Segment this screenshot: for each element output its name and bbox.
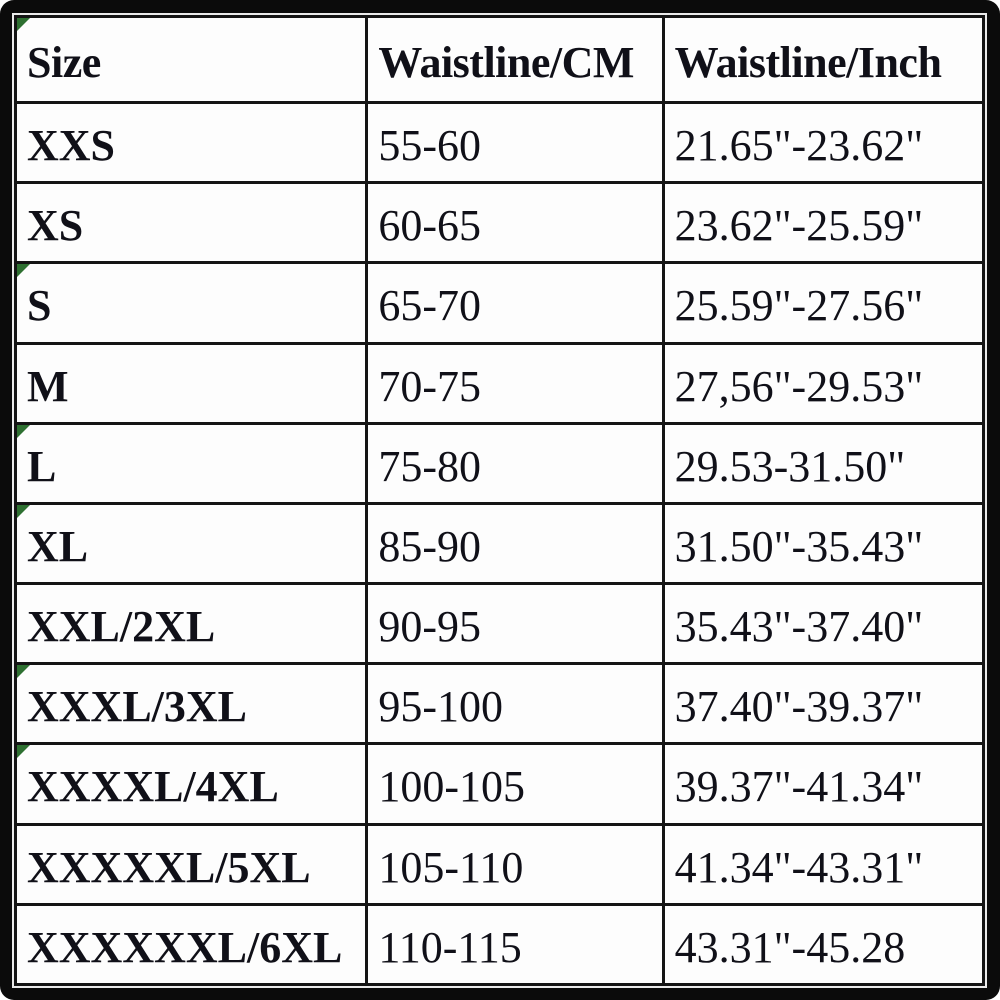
size-cell [16, 503, 367, 583]
waistline-inch-cell-text: 25.59"-27.56" [674, 281, 924, 331]
waistline-cm-cell [367, 584, 663, 664]
waistline-cm-cell [367, 503, 663, 583]
waistline-inch-cell [663, 664, 983, 744]
size-cell-text: M [27, 361, 69, 411]
waistline-inch-cell [663, 904, 983, 984]
cell-corner-marker-icon [17, 425, 30, 438]
waistline-cm-cell [367, 263, 663, 343]
size-cell [16, 904, 367, 984]
size-cell [16, 183, 367, 263]
size-cell-text: L [27, 441, 57, 491]
size-cell-text: XXXXXL/5XL [27, 842, 311, 892]
waistline-inch-cell-text: 41.34"-43.31" [674, 842, 924, 892]
size-cell-text: XXXXXXL/6XL [27, 922, 343, 972]
header-row [16, 17, 984, 103]
cell-corner-marker-icon [17, 665, 30, 678]
waistline-cm-cell-text: 100-105 [378, 762, 526, 812]
waistline-cm-cell-text: 60-65 [378, 201, 482, 251]
waistline-inch-cell-text: 43.31"-45.28 [674, 922, 906, 972]
size-cell [16, 423, 367, 503]
waistline-inch-cell [663, 183, 983, 263]
table-row [16, 824, 984, 904]
waistline-inch-cell-text: 35.43"-37.40" [674, 602, 924, 652]
waistline-cm-cell-text: 90-95 [378, 602, 482, 652]
cell-corner-marker-icon [17, 264, 30, 277]
size-cell-text: S [27, 281, 52, 331]
size-chart-table [14, 15, 985, 986]
waistline-cm-cell [367, 744, 663, 824]
size-cell-text: XXL/2XL [27, 602, 216, 652]
waistline-cm-cell [367, 824, 663, 904]
waistline-cm-cell-text: 70-75 [378, 361, 482, 411]
size-cell-text: XXXL/3XL [27, 682, 248, 732]
table-row [16, 584, 984, 664]
header-waistline-inch-label: Waistline/Inch [674, 38, 942, 87]
size-cell [16, 343, 367, 423]
waistline-inch-cell [663, 103, 983, 183]
size-cell-text: XXS [27, 121, 116, 171]
table-row [16, 904, 984, 984]
table-body [16, 103, 984, 985]
waistline-cm-cell [367, 423, 663, 503]
waistline-inch-cell [663, 263, 983, 343]
waistline-inch-cell-text: 21.65"-23.62" [674, 121, 924, 171]
waistline-cm-cell [367, 103, 663, 183]
table-row [16, 664, 984, 744]
size-cell [16, 103, 367, 183]
waistline-cm-cell-text: 75-80 [378, 441, 482, 491]
waistline-cm-cell [367, 664, 663, 744]
table-row [16, 423, 984, 503]
table-row [16, 503, 984, 583]
waistline-inch-cell-text: 23.62"-25.59" [674, 201, 924, 251]
header-cell-waistline-cm [367, 17, 663, 103]
waistline-cm-cell-text: 55-60 [378, 121, 482, 171]
waistline-inch-cell [663, 824, 983, 904]
header-cell-size [16, 17, 367, 103]
waistline-cm-cell-text: 105-110 [378, 842, 524, 892]
waistline-inch-cell-text: 27,56"-29.53" [674, 361, 924, 411]
table-row [16, 263, 984, 343]
cell-corner-marker-icon [17, 505, 30, 518]
size-cell [16, 744, 367, 824]
size-cell-text: XL [27, 521, 89, 571]
waistline-inch-cell-text: 37.40"-39.37" [674, 682, 924, 732]
waistline-inch-cell [663, 503, 983, 583]
size-cell-text: XXXXL/4XL [27, 762, 279, 812]
waistline-inch-cell [663, 744, 983, 824]
cell-corner-marker-icon [17, 18, 30, 31]
waistline-cm-cell-text: 110-115 [378, 922, 522, 972]
header-waistline-cm-label: Waistline/CM [378, 38, 634, 87]
table-row [16, 343, 984, 423]
cell-corner-marker-icon [17, 745, 30, 758]
waistline-cm-cell [367, 904, 663, 984]
table-row [16, 744, 984, 824]
size-cell [16, 664, 367, 744]
waistline-inch-cell-text: 31.50"-35.43" [674, 521, 924, 571]
size-cell [16, 263, 367, 343]
waistline-cm-cell-text: 95-100 [378, 682, 504, 732]
table-row [16, 103, 984, 183]
header-size-label: Size [27, 38, 101, 87]
waistline-inch-cell-text: 29.53-31.50" [674, 441, 906, 491]
waistline-cm-cell [367, 343, 663, 423]
waistline-cm-cell-text: 65-70 [378, 281, 482, 331]
header-cell-waistline-inch [663, 17, 983, 103]
waistline-inch-cell [663, 343, 983, 423]
waistline-cm-cell-text: 85-90 [378, 521, 482, 571]
size-cell [16, 584, 367, 664]
size-cell [16, 824, 367, 904]
size-cell-text: XS [27, 201, 84, 251]
table-row [16, 183, 984, 263]
waistline-inch-cell [663, 584, 983, 664]
waistline-inch-cell [663, 423, 983, 503]
waistline-inch-cell-text: 39.37"-41.34" [674, 762, 924, 812]
waistline-cm-cell [367, 183, 663, 263]
table-header [16, 17, 984, 103]
